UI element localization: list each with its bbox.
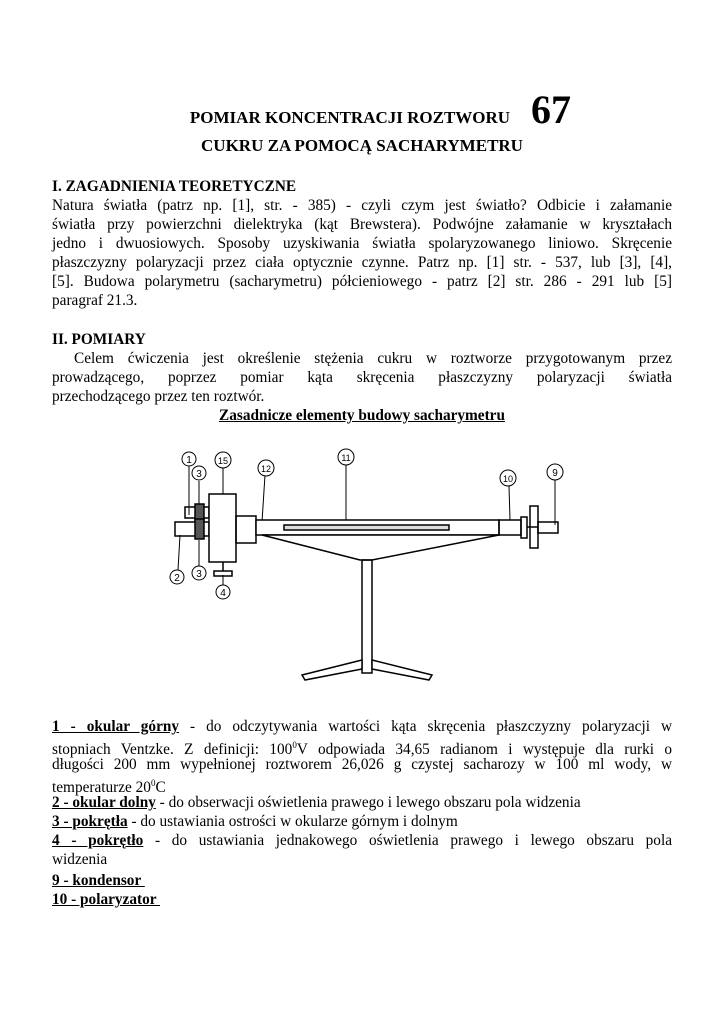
left-foot <box>302 660 362 680</box>
figure-caption: Zasadnicze elementy budowy sacharymetru <box>219 407 505 424</box>
leader-line <box>178 535 180 570</box>
part-4-line-1: 4 - pokrętło - do ustawiania jednakowego oświetlenia prawego i lewego obszaru pola <box>52 832 672 849</box>
label-12: 12 <box>260 464 272 474</box>
label-2: 2 <box>174 573 180 584</box>
part-3-line: 3 - pokrętła - do ustawiania ostrości w okularze górnym i dolnym <box>52 813 458 830</box>
part-10-line <box>52 890 672 909</box>
section1-line: jedno i dwuosiowych. Sposoby uzyskiwania światła spolaryzowanego liniowo. Skręcenie <box>52 235 672 252</box>
section1-line: światła przy powierzchni dielektryka (kąt Brewstera). Podwójne załamanie w kryształach <box>52 216 672 233</box>
label-3-bottom: 3 <box>196 569 202 580</box>
lower-knob <box>195 519 204 539</box>
part-1-label: 1 - okular górny <box>52 718 180 735</box>
front-ring <box>236 516 256 543</box>
label-9: 9 <box>552 468 558 479</box>
part-1-line-1: 1 - okular górny - do odczytywania wartości kąta skręcenia płaszczyzny polaryzacji w <box>52 718 672 735</box>
label-10: 10 <box>502 474 514 484</box>
exercise-number: 67 <box>531 87 571 132</box>
label-15: 15 <box>217 456 229 466</box>
label-1: 1 <box>186 455 192 466</box>
leader-line <box>509 486 510 520</box>
stand-column <box>362 560 372 673</box>
section1-heading: I. ZAGADNIENIA TEORETYCZNE <box>52 178 297 195</box>
support-frame <box>262 535 499 560</box>
part-2-label: 2 - okular dolny <box>52 794 156 811</box>
right-foot <box>372 660 432 680</box>
section1-line: Natura światła (patrz np. [1], str. - 385) - czyli czym jest światło? Odbicie i załamanie <box>52 197 672 214</box>
section2-heading: II. POMIARY <box>52 331 146 348</box>
title-line-1: POMIAR KONCENTRACJI ROZTWORU <box>189 108 511 127</box>
sample-tube <box>284 525 449 530</box>
label-4: 4 <box>220 588 226 599</box>
polarizer <box>499 520 521 535</box>
part-1-line-4: temperaturze $20^0C$ <box>52 778 166 797</box>
part-4-label: 4 - pokrętło <box>52 832 144 849</box>
leader-line <box>262 475 265 522</box>
part-9-line <box>52 871 672 890</box>
part-1-line-2: stopniach Ventzke. Z definicji: $100^0V$ odpowiada 34,65 radianom i występuje dla rurki o <box>52 740 672 759</box>
section2-line: Celem ćwiczenia jest określenie stężenia cukru w roztworze przygotowanym przez <box>74 350 672 367</box>
part-10-label: 10 - polaryzator <box>52 891 161 908</box>
part-9-label: 9 - kondensor <box>52 872 145 889</box>
section1-line: płaszczyzny polaryzacji przez ciała optycznie czynne. Patrz np. [1] str. - 537, lub [3], [4], <box>52 254 672 271</box>
part-4-line-2: widzenia <box>52 851 108 868</box>
part-1-line-3: długości 200 mm wypełnionej roztworem 26,026 g czystej sacharozy w 100 ml wody, w <box>52 756 672 773</box>
part-3-label: 3 - pokrętła <box>52 813 128 830</box>
section2-line: przechodzącego przez ten roztwór. <box>52 388 265 405</box>
part-2-line: 2 - okular dolny - do obserwacji oświetlenia prawego i lewego obszaru pola widzenia <box>52 794 581 811</box>
title-line-2: CUKRU ZA POMOCĄ SACHARYMETRU <box>201 136 523 155</box>
label-11: 11 <box>341 453 351 463</box>
polarizer-ring <box>521 517 527 538</box>
section1-line: [5]. Budowa polarymetru (sacharymetru) półcieniowego - patrz [2] str. 286 - 291 lub [5] <box>52 273 672 290</box>
analyzer-block <box>209 494 236 562</box>
bottom-knob <box>214 571 232 576</box>
section1-line: paragraf 21.3. <box>52 292 138 309</box>
section2-line: prowadzącego, poprzez pomiar kąta skręcenia płaszczyzny polaryzacji światła <box>52 369 672 386</box>
label-3-top: 3 <box>196 469 202 480</box>
